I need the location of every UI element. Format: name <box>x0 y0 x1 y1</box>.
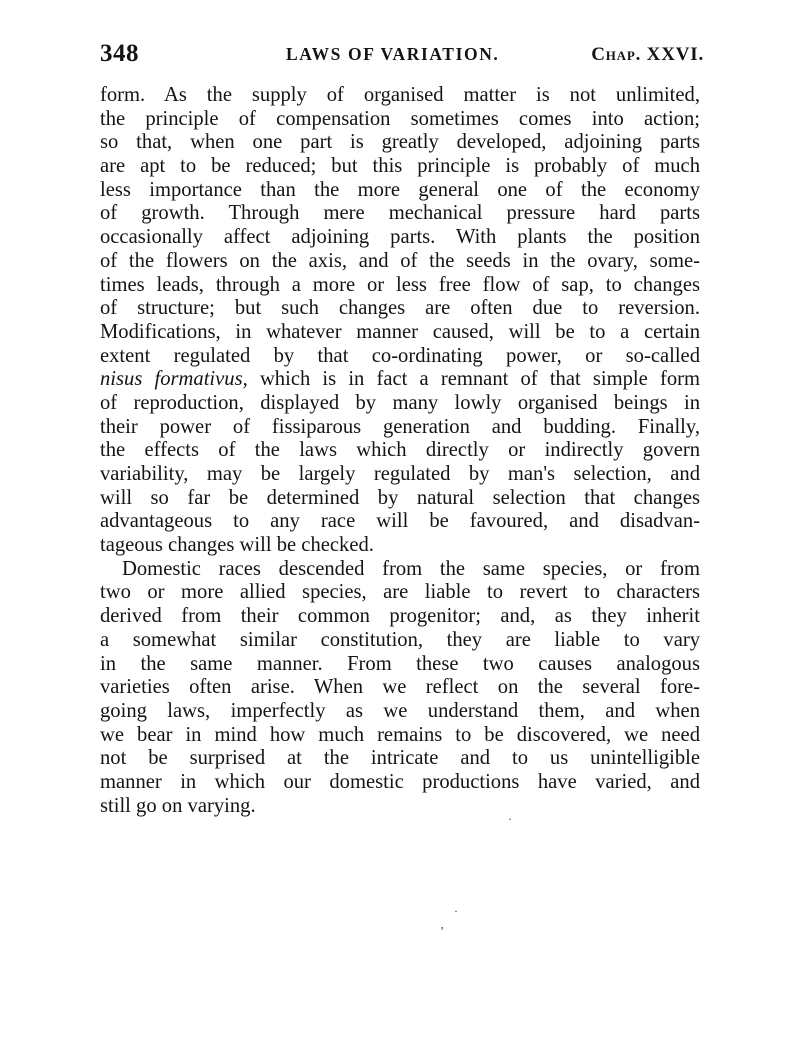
text-line: so that, when one part is greatly developed, adjoining parts <box>100 131 700 154</box>
text-line: we bear in mind how much remains to be discovered, we need <box>100 723 700 746</box>
page-number: 348 <box>100 40 139 67</box>
text-line: not be surprised at the intricate and to us unintelligible <box>100 747 700 770</box>
text-line: in the same manner. From these two causes analogous <box>100 652 700 675</box>
text-line: derived from their common progenitor; and, as they inherit <box>100 605 700 628</box>
paragraph-2 <box>100 558 700 819</box>
paragraph-1 <box>100 84 700 558</box>
text-line: of the flowers on the axis, and of the seeds in the ovary, some- <box>100 249 700 272</box>
print-fleck: ʼ <box>440 924 444 938</box>
text-line: going laws, imperfectly as we understand them, and when <box>100 699 700 722</box>
text-line: of structure; but such changes are often due to reversion. <box>100 297 700 320</box>
chapter-reference: Chap. XXVI. <box>591 44 704 65</box>
text-line-rest: which is in fact a remnant of that simple form <box>259 368 700 391</box>
text-line: their power of fissiparous generation and budding. Finally, <box>100 415 700 438</box>
text-line: Modifications, in whatever manner caused, will be to a certain <box>100 320 700 343</box>
italic-phrase: nisus formativus, <box>100 368 248 391</box>
body-text <box>100 84 700 818</box>
text-line: a somewhat similar constitution, they are liable to vary <box>100 628 700 651</box>
text-line: two or more allied species, are liable to revert to characters <box>100 581 700 604</box>
text-line: advantageous to any race will be favoured, and disadvan- <box>100 510 700 533</box>
text-line: extent regulated by that co-ordinating power, or so-called <box>100 344 700 367</box>
text-line: are apt to be reduced; but this principle is probably of much <box>100 155 700 178</box>
running-title: LAWS OF VARIATION. <box>286 44 500 64</box>
text-line: manner in which our domestic productions have varied, and <box>100 770 700 793</box>
print-fleck: · <box>454 904 458 918</box>
text-line: will so far be determined by natural selection that changes <box>100 486 700 509</box>
print-fleck: · <box>508 812 512 826</box>
text-line: Domestic races descended from the same species, or from <box>122 557 700 580</box>
text-line-with-italic <box>100 368 700 392</box>
text-line: times leads, through a more or less free flow of sap, to changes <box>100 273 700 296</box>
text-line: tageous changes will be checked. <box>100 534 374 557</box>
text-line: variability, may be largely regulated by man's selection, and <box>100 463 700 485</box>
text-line: of reproduction, displayed by many lowly organised beings in <box>100 391 700 414</box>
text-line: form. As the supply of organised matter is not unlimited, <box>100 84 700 106</box>
text-line: varieties often arise. When we reflect on the several fore- <box>100 676 700 699</box>
running-head <box>100 40 704 72</box>
text-line: occasionally affect adjoining parts. With plants the position <box>100 226 700 249</box>
text-line: the principle of compensation sometimes comes into action; <box>100 107 700 130</box>
text-line: less importance than the more general one of the economy <box>100 178 700 201</box>
text-line: the effects of the laws which directly or indirectly govern <box>100 439 700 462</box>
text-line: of growth. Through mere mechanical pressure hard parts <box>100 202 700 225</box>
text-line: still go on varying. <box>100 794 256 817</box>
